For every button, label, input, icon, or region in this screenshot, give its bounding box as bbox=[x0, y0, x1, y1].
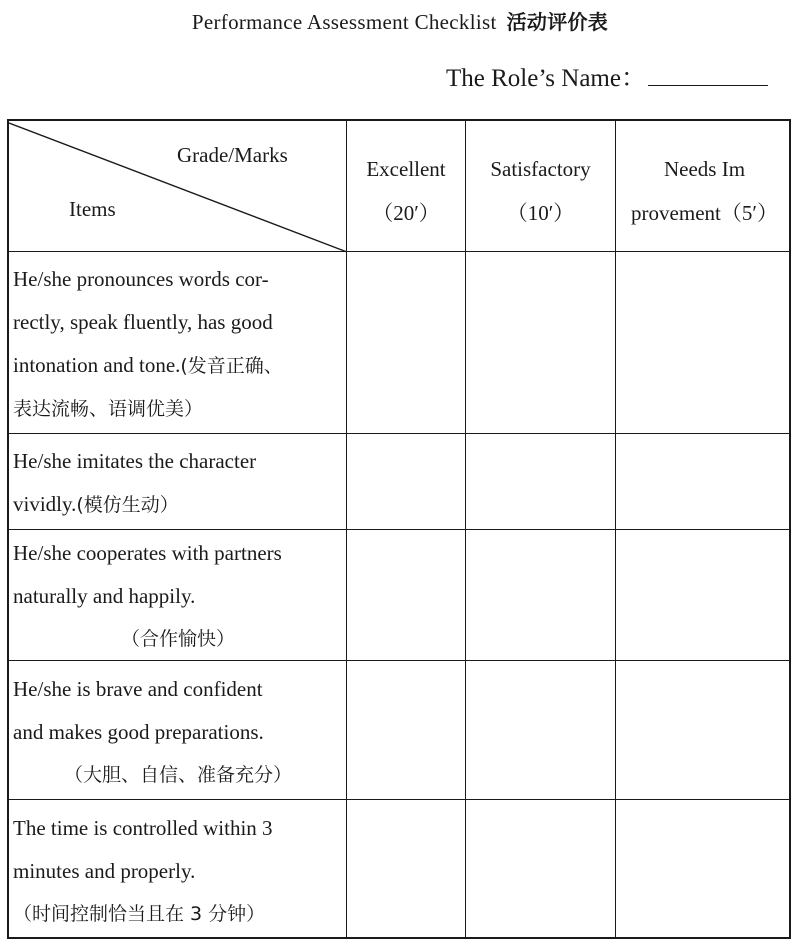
column-header-satisfactory: Satisfactory （10′） bbox=[490, 157, 591, 225]
header-grade-marks: Grade/Marks bbox=[177, 143, 288, 167]
item-row-time: The time is controlled within 3 minutes and properly. （时间控制恰当且在 3 分钟） bbox=[13, 816, 273, 925]
header-items: Items bbox=[69, 197, 116, 221]
column-header-needs-improvement: Needs Im provement（5′） bbox=[631, 157, 778, 225]
item-row-pronunciation: He/she pronounces words cor- rectly, speak fluently, has good intonation and tone.(发音正确、 表达流畅、语调优美） bbox=[13, 267, 283, 420]
row-divider bbox=[9, 529, 789, 530]
assessment-table bbox=[7, 119, 791, 939]
item-row-imitation: He/she imitates the character vividly.(模仿生动） bbox=[13, 449, 257, 516]
role-name-blank[interactable] bbox=[648, 65, 768, 86]
column-header-excellent: Excellent （20′） bbox=[366, 157, 446, 225]
page-title bbox=[0, 6, 800, 35]
item-row-cooperation: He/she cooperates with partners naturally and happily. （合作愉快） bbox=[13, 541, 282, 650]
row-divider bbox=[9, 433, 789, 434]
row-divider bbox=[9, 799, 789, 800]
title-english: Performance Assessment Checklist bbox=[191, 10, 497, 34]
item-row-confidence: He/she is brave and confident and makes good preparations. （大胆、自信、准备充分） bbox=[13, 677, 292, 786]
role-name-label: The Role’s Name： bbox=[446, 65, 646, 92]
role-name-line bbox=[446, 58, 768, 94]
header-diagonal bbox=[9, 121, 348, 253]
title-chinese: 活动评价表 bbox=[506, 10, 609, 34]
